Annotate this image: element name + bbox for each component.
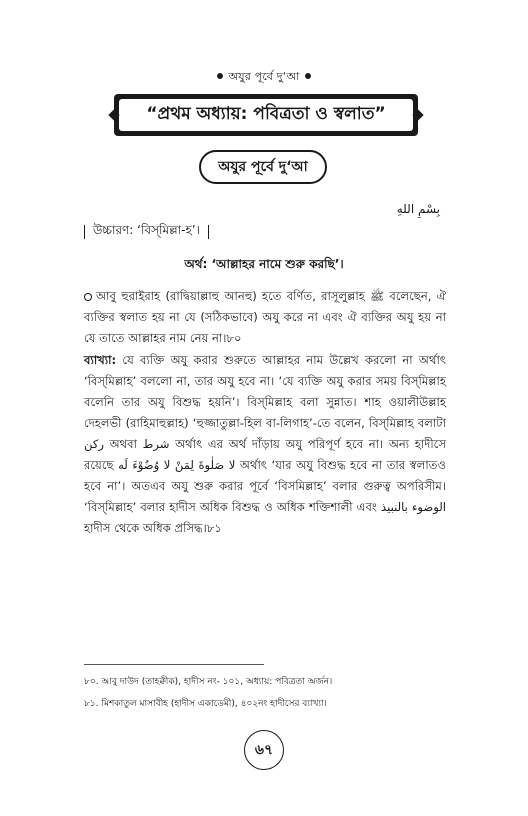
section-title: অযুর পূর্বে দু‘আ [199,150,327,184]
chapter-title: “প্রথম অধ্যায়: পবিত্রতা ও স্বলাত” [119,99,413,131]
bullet-dot-icon [305,73,311,79]
hadith-text: আবু হুরাইরাহ (রাদ্বিয়াল্লাহু আনহু) হতে বর্ণিত, রাসূলুল্লাহ ﷺ বলেছেন, ঐ ব্যক্তির স্বলাত হয় না যে (সঠিকভাবে) অযু করে না এবং ঐ ব্যক্তির অযু হয় না যে তাতে আল্লাহর নাম নেয় না।৮০ [84,289,446,345]
arabic-basmala: بِسْمِ اللهِ [396,202,440,216]
explanation-text: যে ব্যক্তি অযু করার শুরুতে আল্লাহর নাম উল্লেখ করলো না অর্থাৎ ‘বিস্‌মিল্লাহ’ বললো না, তার অযু হবে না। ‘যে ব্যক্তি অযু করার সময় বিস্‌মিল্লাহ বলেনি তার অযু বিশুদ্ধ হয়নি’। বিস্‌মিল্লাহ বলা সুন্নাত। শাহ ওয়ালীউল্লাহ দেহলভী (রাহিমাহুল্লাহ) ‘হুজ্জাতুল্লা-হিল বা-লিগাহ’-তে বলেন, বিস্‌মিল্লাহ বলাটা رکن অথবা شرط অর্থাৎ এর অর্থ দাঁড়ায় অযু পরিপূর্ণ হবে না। অন্য হাদীসে রয়েছে لا صَلٰوةَ لِمَنْ لا وُضُوْءَ لَه অর্থাৎ ‘যার অযু বিশুদ্ধ হবে না তার স্বলাতও হবে না’। অতএব অযু শুরু করার পূর্বে ‘বিসমিল্লাহ’ বলার গুরুত্ব অপরিসীম। ‘বিস্‌মিল্লাহ’ বলার হাদীস অধিক বিশুদ্ধ ও অধিক শক্তিশালী এবং الوضوء بالنبيذ হাদীস থেকে অধিক প্রসিদ্ধ।৮১ [84,353,447,535]
explanation-label: ব্যাখ্যা: [84,353,117,367]
hadith-paragraph [84,286,446,349]
meaning-text: অর্থ: ‘আল্লাহর নামে শুরু করছি’। [184,257,344,271]
right-bar-icon [208,225,209,239]
page-number: ৬৭ [244,730,284,770]
hollow-circle-icon [84,293,92,301]
running-header [0,68,528,87]
footnote-divider [84,664,264,665]
footnote-80: ৮০. আবু দাউদ (তাহক্বীক), হাদীস নং- ১০১, অধ্যায়: পবিত্রতা অর্জন। [84,677,333,687]
pronunciation-text: উচ্চারণ: ‘বিস্‌মিল্লা-হ’। [93,223,200,237]
footnote-81: ৮১. মিশকাতুল মাসাবীহ (হাদীস একাডেমী), ৪০২নং হাদীসের ব্যাখ্যা। [84,699,327,709]
chapter-title-banner [114,94,418,136]
bullet-dot-icon [217,73,223,79]
explanation-paragraph [84,350,446,539]
running-header-text: অযুর পূর্বে দু‘আ [228,70,300,83]
left-bar-icon [84,225,85,239]
pronunciation-line [84,222,444,242]
